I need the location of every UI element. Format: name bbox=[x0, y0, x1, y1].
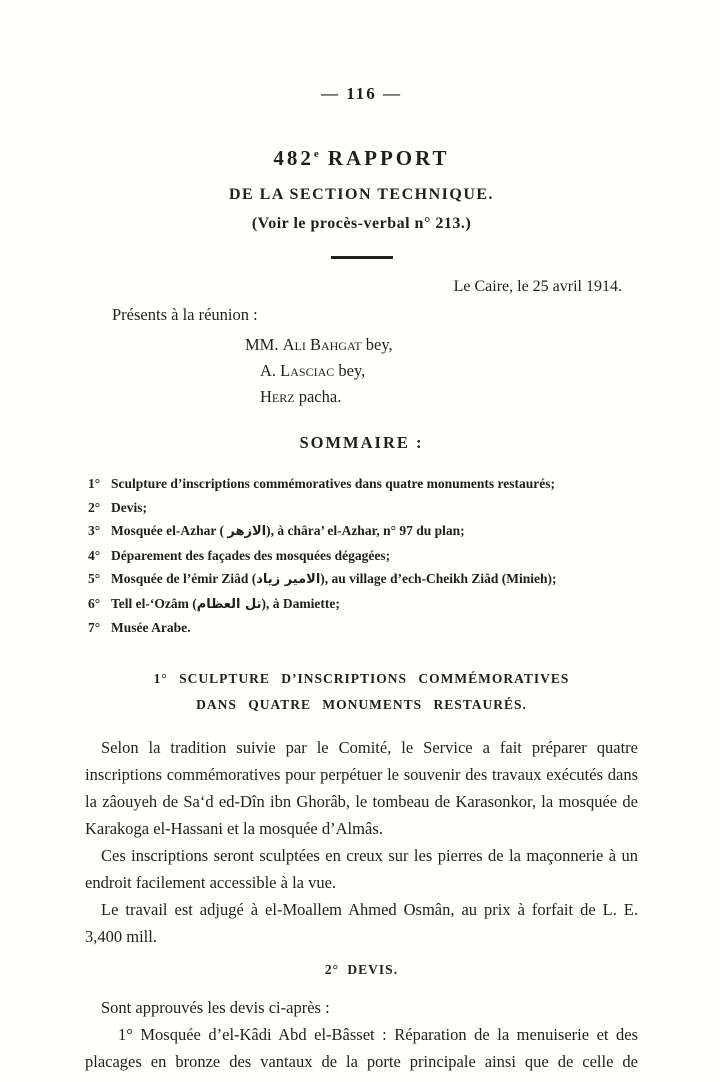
item-text: Déparement des façades des mosquées dégagées; bbox=[111, 547, 391, 563]
attendee-prefix: MM. bbox=[245, 335, 283, 354]
attendee-row bbox=[245, 358, 638, 384]
attendee-suffix: bey, bbox=[334, 361, 366, 380]
sommaire-item bbox=[88, 519, 638, 544]
attendee-name: Ali Bahgat bbox=[282, 335, 362, 354]
body-paragraph: 1° Mosquée d’el-Kâdi Abd el-Bâsset : Réparation de la menuiserie et des placages en bronze des vantaux de la porte principale ainsi que de celle de bbox=[85, 1024, 638, 1071]
item-text-before: Tell el-‘Ozâm ( bbox=[111, 595, 197, 611]
item-number: 6° bbox=[88, 595, 101, 611]
item-text-before: Mosquée el-Azhar ( bbox=[111, 523, 228, 538]
sommaire-item bbox=[88, 496, 638, 520]
attendee-row bbox=[245, 384, 638, 410]
attendee-row bbox=[245, 332, 638, 358]
attendance-label: Présents à la réunion : bbox=[112, 305, 258, 324]
item-text bbox=[111, 592, 340, 617]
sommaire-list bbox=[85, 472, 638, 640]
item-number: 2° bbox=[88, 499, 101, 515]
item-text: Devis; bbox=[111, 499, 147, 515]
item-text-after: ), à Damiette; bbox=[261, 595, 340, 611]
item-text: Sculpture d’inscriptions commémoratives dans quatre monuments restaurés; bbox=[111, 476, 555, 491]
item-number: 4° bbox=[88, 547, 101, 563]
attendee-name: Lasciac bbox=[280, 361, 335, 380]
report-title bbox=[85, 146, 638, 171]
attendee-suffix: pacha. bbox=[294, 387, 342, 406]
report-number-ordinal: e bbox=[313, 148, 319, 160]
item-text bbox=[111, 567, 557, 592]
sommaire-item bbox=[88, 616, 638, 640]
body-paragraph: Ces inscriptions seront sculptées en creux sur les pierres de la maçonnerie à un endroit facilement accessible à la vue. bbox=[85, 845, 638, 892]
sommaire-item bbox=[88, 592, 638, 617]
item-number: 1° bbox=[88, 476, 101, 491]
item-text-before: Mosquée de l’émir Ziâd ( bbox=[111, 571, 257, 586]
sommaire-item bbox=[88, 567, 638, 592]
sommaire-item bbox=[88, 472, 638, 496]
item-text-after: ), au village d’ech-Cheikh Ziâd (Minieh); bbox=[320, 571, 557, 586]
devis-intro: Sont approuvés les devis ci-après : bbox=[101, 997, 330, 1017]
report-subtitle: DE LA SECTION TECHNIQUE. bbox=[228, 186, 495, 203]
divider-rule bbox=[331, 256, 393, 259]
attendees-list bbox=[245, 332, 638, 410]
reference-note: (Voir le procès-verbal n° 213.) bbox=[251, 215, 472, 232]
arabic-text: الامير زياد bbox=[256, 572, 321, 587]
section-1-heading-line-1: 1° SCULPTURE D’INSCRIPTIONS COMMÉMORATIVES bbox=[153, 670, 570, 686]
dateline: Le Caire, le 25 avril 1914. bbox=[453, 278, 622, 295]
page-number: — 116 — bbox=[320, 84, 403, 103]
section-2-heading: 2° DEVIS. bbox=[324, 961, 399, 977]
section-1-heading bbox=[85, 666, 638, 718]
report-number: 482 bbox=[273, 146, 314, 170]
item-number: 3° bbox=[88, 523, 101, 538]
report-title-word: RAPPORT bbox=[327, 146, 450, 170]
item-number: 7° bbox=[88, 620, 101, 635]
body-paragraph: Le travail est adjugé à el-Moallem Ahmed Osmân, au prix à forfait de L. E. 3,400 mill. bbox=[85, 899, 638, 946]
section-1-heading-line-2: DANS QUATRE MONUMENTS RESTAURÉS. bbox=[196, 696, 527, 712]
body-paragraph: Selon la tradition suivie par le Comité, le Service a fait préparer quatre inscriptions commémoratives pour perpétuer le souvenir des travaux exécutés dans la zâouyeh de Sa‘d ed-Dîn ibn Ghorâb, le tombeau de Karasonkor, la mosquée de Karakoga el-Hassani et la mosquée d’Almâs. bbox=[85, 737, 638, 838]
attendee-name: Herz bbox=[260, 387, 295, 406]
arabic-text: الازهر bbox=[227, 524, 267, 539]
item-text-after: ), à châra’ el-Azhar, n° 97 du plan; bbox=[266, 523, 465, 538]
item-number: 5° bbox=[88, 571, 101, 586]
item-text bbox=[111, 519, 465, 544]
sommaire-heading: SOMMAIRE : bbox=[299, 433, 424, 452]
item-text: Musée Arabe. bbox=[111, 620, 191, 635]
arabic-text: تل العظام bbox=[196, 596, 262, 612]
attendee-prefix: A. bbox=[260, 361, 281, 380]
attendee-suffix: bey, bbox=[361, 335, 393, 354]
sommaire-item bbox=[88, 544, 638, 568]
